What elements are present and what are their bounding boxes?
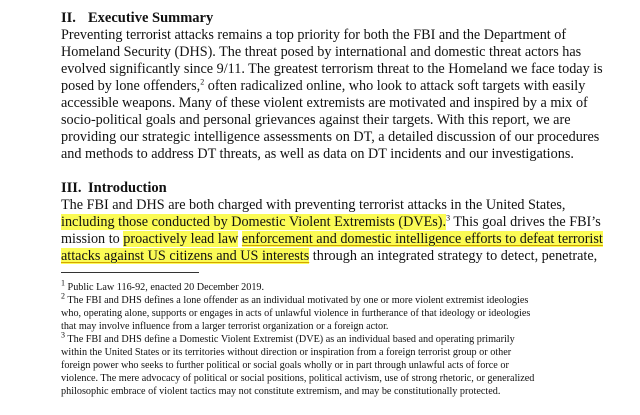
paragraph-line: The FBI and DHS are both charged with preventing terrorist attacks in the United States, — [61, 197, 566, 213]
paragraph-line: accessible weapons. Many of these violent extremists are motivated and inspired by a mix of — [61, 95, 588, 111]
footnote-text: Public Law 116-92, enacted 20 December 2019. — [67, 282, 265, 293]
footnote-3-line: within the United States or its territories without direction or inspiration from a foreign terrorist group or other — [61, 347, 512, 358]
line-text: posed by lone offenders, — [61, 78, 201, 94]
highlighted-text: proactively lead law — [123, 231, 239, 247]
line-text: mission to — [61, 231, 120, 247]
footnote-3 — [61, 330, 515, 347]
line-text: This goal drives the FBI’s — [453, 214, 601, 230]
section-heading-introduction — [61, 180, 167, 197]
footnote-marker: 1 — [61, 278, 65, 288]
paragraph-line: Homeland Security (DHS). The threat posed by international and domestic threat actors has — [61, 44, 582, 60]
line-text: through an integrated strategy to detect, penetrate, — [312, 248, 598, 264]
footnote-ref: 2 — [200, 77, 205, 87]
paragraph-line — [61, 248, 597, 265]
paragraph-line: providing our strategic intelligence assessments on DT, a detailed discussion of our procedures — [61, 129, 600, 145]
paragraph-line: evolved significantly since 9/11. The greatest terrorism threat to the Homeland we face today is — [61, 61, 603, 77]
footnote-1 — [61, 278, 265, 295]
footnote-2-line: that may involve influence from a larger terrorist organization or a foreign actor. — [61, 321, 389, 332]
footnote-divider — [61, 272, 199, 273]
footnote-text: The FBI and DHS defines a lone offender as an individual motivated by one or more violent extremist ideologies — [67, 295, 529, 306]
highlight-span: including those conducted by Domestic Violent Extremists — [61, 214, 395, 230]
paragraph-line — [61, 231, 603, 248]
paragraph-line — [61, 214, 601, 231]
highlighted-underlined-text: attacks against US citizens and US interests — [61, 248, 310, 264]
footnote-text: The FBI and DHS define a Domestic Violent Extremist (DVE) as an individual based and operating primarily — [67, 334, 515, 345]
paragraph-line — [61, 78, 585, 95]
section-heading-executive-summary — [61, 10, 213, 27]
footnote-3-line: violence. The mere advocacy of political or social positions, political activism, use of strong rhetoric, or generalized — [61, 373, 535, 384]
footnote-2 — [61, 291, 529, 308]
footnote-marker: 3 — [61, 330, 65, 340]
highlight-span: (DVEs). — [398, 214, 447, 230]
footnote-3-line: philosophic embrace of violent tactics may not constitute extremism, and may be constitutionally protected. — [61, 386, 501, 397]
highlighted-underlined-text: enforcement and domestic intelligence efforts to defeat terrorist — [241, 231, 603, 247]
line-text: often radicalized online, who look to attack soft targets with easily — [207, 78, 586, 94]
footnote-marker: 2 — [61, 291, 65, 301]
paragraph-line: and methods to address DT threats, as well as data on DT incidents and our investigations. — [61, 146, 574, 162]
paragraph-line: socio-political goals and personal grievances against their targets. With this report, we are — [61, 112, 571, 128]
paragraph-line: Preventing terrorist attacks remains a top priority for both the FBI and the Department of — [61, 27, 567, 43]
footnote-3-line: foreign power who seeks to further political or social goals wholly or in part through unlawful acts of force or — [61, 360, 509, 371]
section-title: Introduction — [88, 180, 167, 196]
section-title: Executive Summary — [88, 10, 214, 26]
section-number: III. — [61, 180, 82, 196]
highlighted-text — [61, 214, 446, 230]
section-number: II. — [61, 10, 76, 26]
footnote-ref: 3 — [446, 213, 451, 223]
footnote-2-line: who, operating alone, supports or engages in acts of unlawful violence in furtherance of that ideology or ideologies — [61, 308, 531, 319]
